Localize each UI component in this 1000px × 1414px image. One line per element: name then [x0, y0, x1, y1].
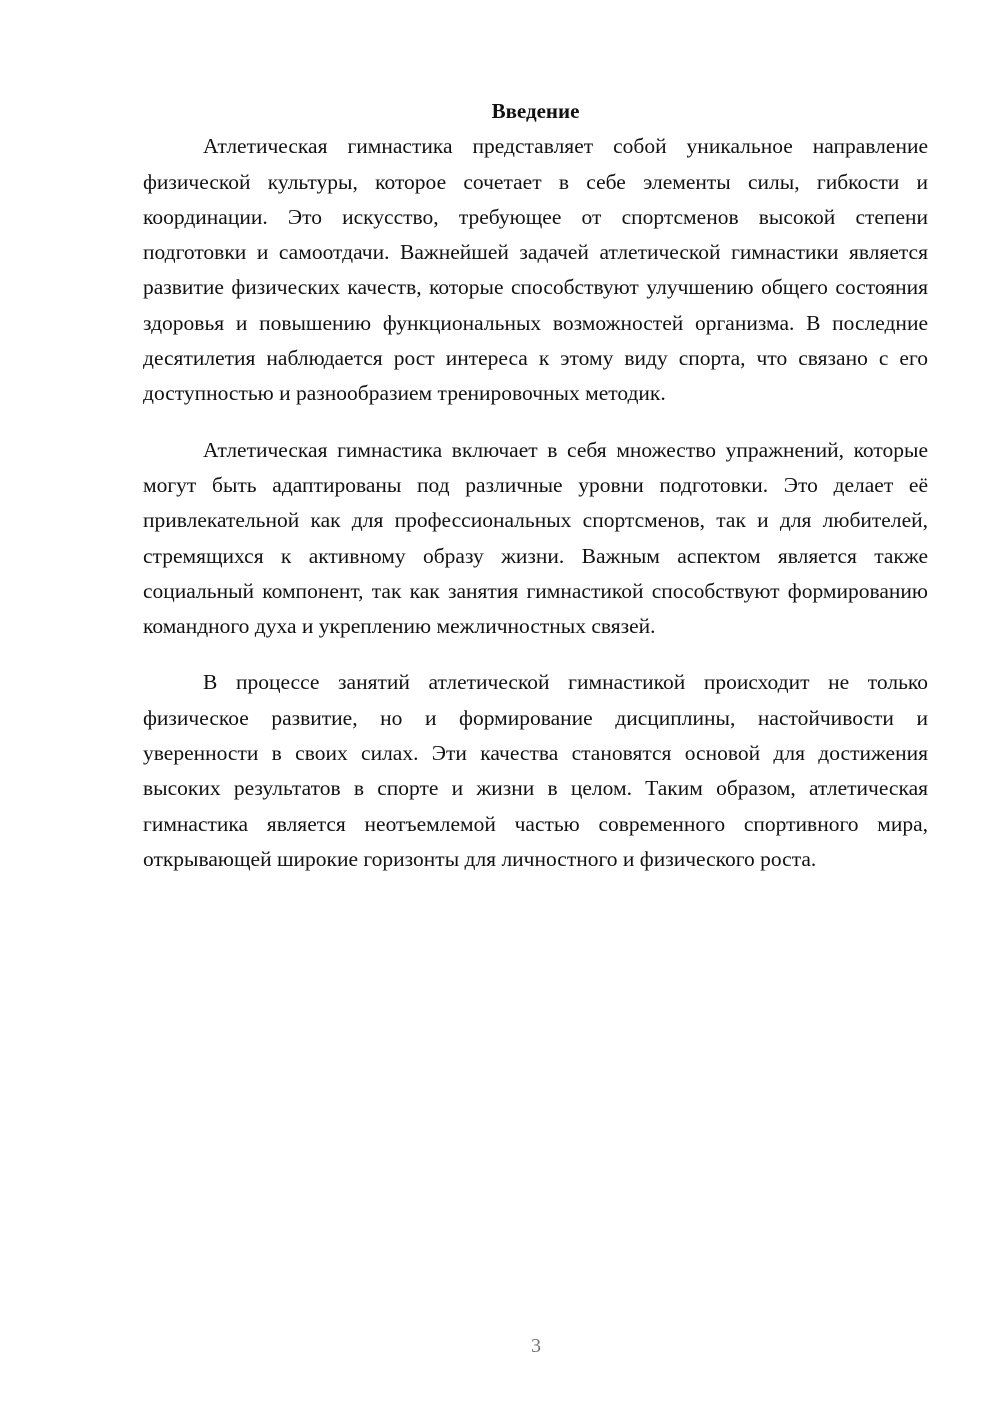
paragraph-2: Атлетическая гимнастика включает в себя множество упражнений, которые могут быть адаптированы под различные уровни подготовки. Это делает её привлекательной как для профессиональных спортсменов, так и для любителей, стремящихся к активному образу жизни. Важным аспектом является также социальный компонент, так как занятия гимнастикой способствуют формированию командного духа и укреплению межличностных связей. — [143, 437, 928, 639]
section-heading: Введение — [491, 99, 580, 123]
page-content — [143, 94, 928, 898]
paragraph-3: В процессе занятий атлетической гимнастикой происходит не только физическое развитие, но и формирование дисциплины, настойчивости и уверенности в своих силах. Эти качества становятся основой для достижения высоких результатов в спорте и жизни в целом. Таким образом, атлетическая гимнастика является неотъемлемой частью современного спортивного мира, открывающей широкие горизонты для личностного и физического роста. — [143, 670, 928, 871]
paragraph-1: Атлетическая гимнастика представляет собой уникальное направление физической культуры, которое сочетает в себе элементы силы, гибкости и координации. Это искусство, требующее от спортсменов высокой степени подготовки и самоотдачи. Важнейшей задачей атлетической гимнастики является развитие физических качеств, которые способствуют улучшению общего состояния здоровья и повышению функциональных возможностей организма. В последние десятилетия наблюдается рост интереса к этому виду спорта, что связано с его доступностью и разнообразием тренировочных методик. — [143, 134, 928, 406]
page-number: 3 — [531, 1335, 541, 1357]
